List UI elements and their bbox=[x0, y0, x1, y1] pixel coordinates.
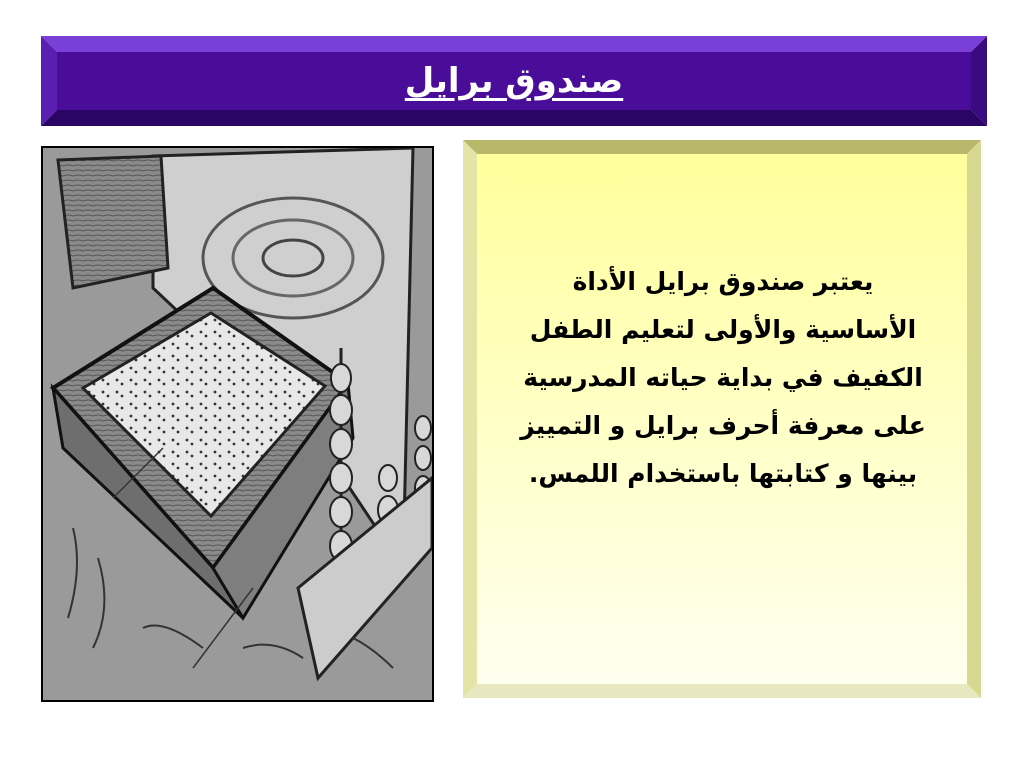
description-panel bbox=[463, 140, 981, 698]
braille-box-picture bbox=[41, 146, 434, 702]
description-text bbox=[493, 258, 953, 498]
description-line: الأساسية والأولى لتعليم الطفل bbox=[529, 315, 917, 344]
description-line: يعتبر صندوق برايل الأداة bbox=[572, 267, 874, 296]
slide-title: صندوق برايل bbox=[404, 61, 624, 101]
description-line: على معرفة أحرف برايل و التمييز bbox=[520, 411, 926, 440]
description-line: بينها و كتابتها باستخدام اللمس. bbox=[528, 459, 918, 488]
braille-box-illustration bbox=[43, 148, 432, 700]
title-banner bbox=[41, 36, 987, 126]
description-line: الكفيف في بداية حياته المدرسية bbox=[523, 363, 923, 392]
